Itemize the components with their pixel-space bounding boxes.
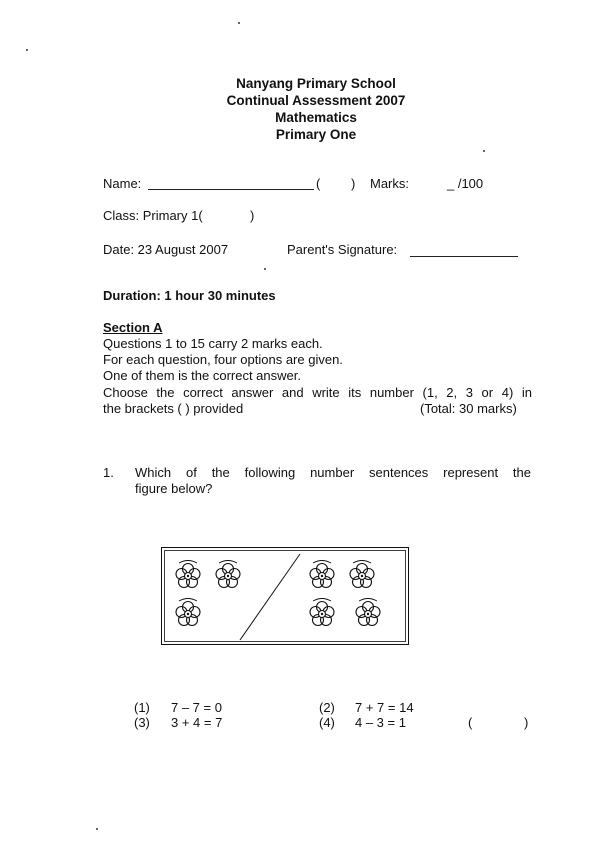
- signature-label: Parent's Signature:: [287, 242, 398, 257]
- name-label: Name:: [103, 176, 142, 191]
- option-number: (3): [134, 715, 150, 730]
- option-text: 4 – 3 = 1: [355, 715, 406, 730]
- option-text: 3 + 4 = 7: [171, 715, 223, 730]
- scan-speck: [26, 49, 28, 51]
- question-text: Which of the following number sentences represent the: [135, 465, 531, 480]
- flower-icon: [176, 561, 200, 588]
- flower-icon: [310, 599, 334, 626]
- instruction-line: the brackets ( ) provided: [103, 401, 244, 416]
- flower-icon: [350, 561, 374, 588]
- scan-speck: [238, 22, 240, 24]
- assessment-title: Continual Assessment 2007: [226, 93, 406, 108]
- name-bracket-close: ): [351, 176, 356, 191]
- class-bracket-close: ): [250, 208, 255, 223]
- scan-speck: [264, 268, 266, 270]
- question-number: 1.: [103, 465, 114, 480]
- answer-bracket-open[interactable]: (: [468, 715, 473, 730]
- scan-speck: [483, 150, 485, 152]
- flower-icon: [356, 599, 380, 626]
- answer-bracket-close[interactable]: ): [524, 715, 529, 730]
- section-total: (Total: 30 marks): [420, 401, 517, 416]
- flower-icon: [176, 599, 200, 626]
- instruction-line: Choose the correct answer and write its number (1, 2, 3 or 4) in: [103, 385, 532, 400]
- option-text: 7 + 7 = 14: [355, 700, 414, 715]
- flower-icon: [310, 561, 334, 588]
- flower-icon: [216, 561, 240, 588]
- question-text: figure below?: [135, 481, 213, 496]
- signature-field[interactable]: [410, 256, 518, 257]
- section-title: Section A: [103, 320, 163, 335]
- instruction-line: Questions 1 to 15 carry 2 marks each.: [103, 336, 323, 351]
- name-field[interactable]: [148, 189, 314, 190]
- flower-figure: [160, 546, 410, 646]
- subject-title: Mathematics: [275, 110, 357, 125]
- instruction-line: One of them is the correct answer.: [103, 368, 301, 383]
- date-label: Date: 23 August 2007: [103, 242, 229, 257]
- duration: Duration: 1 hour 30 minutes: [103, 288, 276, 303]
- scan-speck: [96, 828, 98, 830]
- marks-value: _ /100: [447, 176, 484, 191]
- instruction-line: For each question, four options are given.: [103, 352, 343, 367]
- option-number: (1): [134, 700, 150, 715]
- option-number: (2): [319, 700, 335, 715]
- class-label: Class: Primary 1(: [103, 208, 203, 223]
- marks-label: Marks:: [370, 176, 409, 191]
- option-number: (4): [319, 715, 335, 730]
- option-text: 7 – 7 = 0: [171, 700, 222, 715]
- school-name: Nanyang Primary School: [236, 76, 396, 91]
- name-bracket-open: (: [316, 176, 321, 191]
- level-title: Primary One: [275, 127, 357, 142]
